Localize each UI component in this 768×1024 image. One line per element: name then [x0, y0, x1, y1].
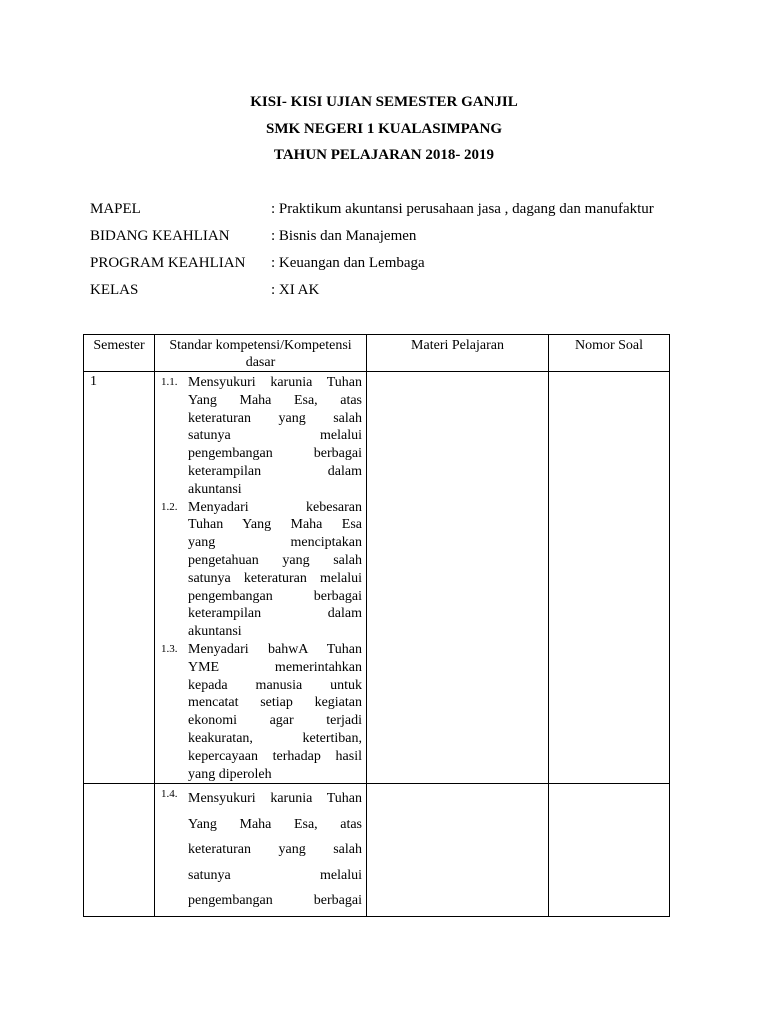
meta-label: BIDANG KEAHLIAN: [90, 228, 230, 244]
text-line: pengembangan berbagai: [188, 446, 362, 462]
meta-label: KELAS: [90, 282, 139, 298]
text-line: Mensyukuri karunia Tuhan: [188, 375, 362, 390]
text-line: akuntansi: [188, 481, 242, 497]
standar-cell: [155, 372, 367, 784]
header-semester: Semester: [84, 335, 155, 372]
text-line: keterampilan dalam: [188, 463, 362, 479]
text-line: satunya melalui: [188, 428, 362, 444]
table-header-row: [84, 335, 670, 372]
text-line: akuntansi: [188, 624, 242, 640]
text-line: keteraturan yang salah: [188, 842, 362, 858]
text-line: keteraturan yang salah: [188, 410, 362, 426]
meta-value: : Praktikum akuntansi perusahaan jasa , dagang dan manufaktur: [271, 201, 654, 217]
item-number: 1.3.: [161, 642, 178, 655]
meta-program-keahlian: [90, 254, 690, 272]
kompetensi-item: [159, 641, 362, 783]
text-line: satunya melalui: [188, 867, 362, 883]
meta-mapel: [90, 200, 690, 218]
semester-cell: [84, 784, 155, 917]
kisi-kisi-table: [83, 334, 670, 917]
header-standar-line: dasar: [245, 355, 276, 370]
header-materi-pelajaran: Materi Pelajaran: [367, 335, 549, 372]
text-line: keterampilan dalam: [188, 606, 362, 622]
text-line: yang diperoleh: [188, 766, 272, 782]
nomor-soal-cell: [549, 784, 670, 917]
meta-value: : Bisnis dan Manajemen: [271, 228, 417, 244]
standar-cell: [155, 784, 367, 917]
materi-cell: [367, 372, 549, 784]
semester-cell: 1: [84, 372, 155, 784]
item-text: [188, 641, 362, 783]
meta-value: : XI AK: [271, 282, 320, 298]
text-line: pengembangan berbagai: [188, 893, 362, 909]
materi-cell: [367, 784, 549, 917]
text-line: keakuratan, ketertiban,: [188, 730, 362, 746]
item-text: [188, 374, 362, 499]
text-line: kepercayaan terhadap hasil: [188, 748, 362, 764]
text-line: Menyadari kebesaran: [188, 499, 362, 515]
meta-label: MAPEL: [90, 201, 141, 217]
header-standar-kompetensi: [155, 335, 367, 372]
text-line: kepada manusia untuk: [188, 677, 362, 693]
doc-title: KISI- KISI UJIAN SEMESTER GANJIL: [250, 94, 518, 110]
item-number: 1.2.: [161, 500, 178, 513]
item-text: [188, 786, 362, 914]
nomor-soal-cell: [549, 372, 670, 784]
text-line: Tuhan Yang Maha Esa: [188, 517, 362, 533]
kompetensi-item: [159, 786, 362, 914]
kompetensi-item: [159, 374, 362, 499]
text-line: Menyadari bahwA Tuhan: [188, 641, 362, 657]
school-name: SMK NEGERI 1 KUALASIMPANG: [266, 121, 502, 137]
text-line: ekonomi agar terjadi: [188, 713, 362, 729]
text-line: mencatat setiap kegiatan: [188, 695, 362, 711]
item-text: [188, 499, 362, 641]
text-line: yang menciptakan: [188, 535, 362, 551]
academic-year: TAHUN PELAJARAN 2018- 2019: [273, 147, 495, 163]
text-line: pengembangan berbagai: [188, 588, 362, 604]
text-line: YME memerintahkan: [188, 659, 362, 675]
kompetensi-item: [159, 499, 362, 641]
meta-kelas: [90, 281, 690, 299]
text-line: satunya keteraturan melalui: [188, 570, 362, 586]
meta-value: : Keuangan dan Lembaga: [271, 255, 425, 271]
text-line: pengetahuan yang salah: [188, 552, 362, 568]
table-row: [84, 372, 670, 784]
text-line: Yang Maha Esa, atas: [188, 392, 362, 408]
item-number: 1.4.: [161, 788, 178, 801]
table-row: [84, 784, 670, 917]
header-nomor-soal: Nomor Soal: [549, 335, 670, 372]
text-line: Mensyukuri karunia Tuhan: [188, 791, 362, 807]
meta-bidang-keahlian: [90, 227, 690, 245]
header-standar-line: Standar kompetensi/Kompetensi: [169, 338, 352, 353]
text-line: Yang Maha Esa, atas: [188, 816, 362, 832]
meta-label: PROGRAM KEAHLIAN: [90, 255, 246, 271]
item-number: 1.1.: [161, 376, 178, 388]
